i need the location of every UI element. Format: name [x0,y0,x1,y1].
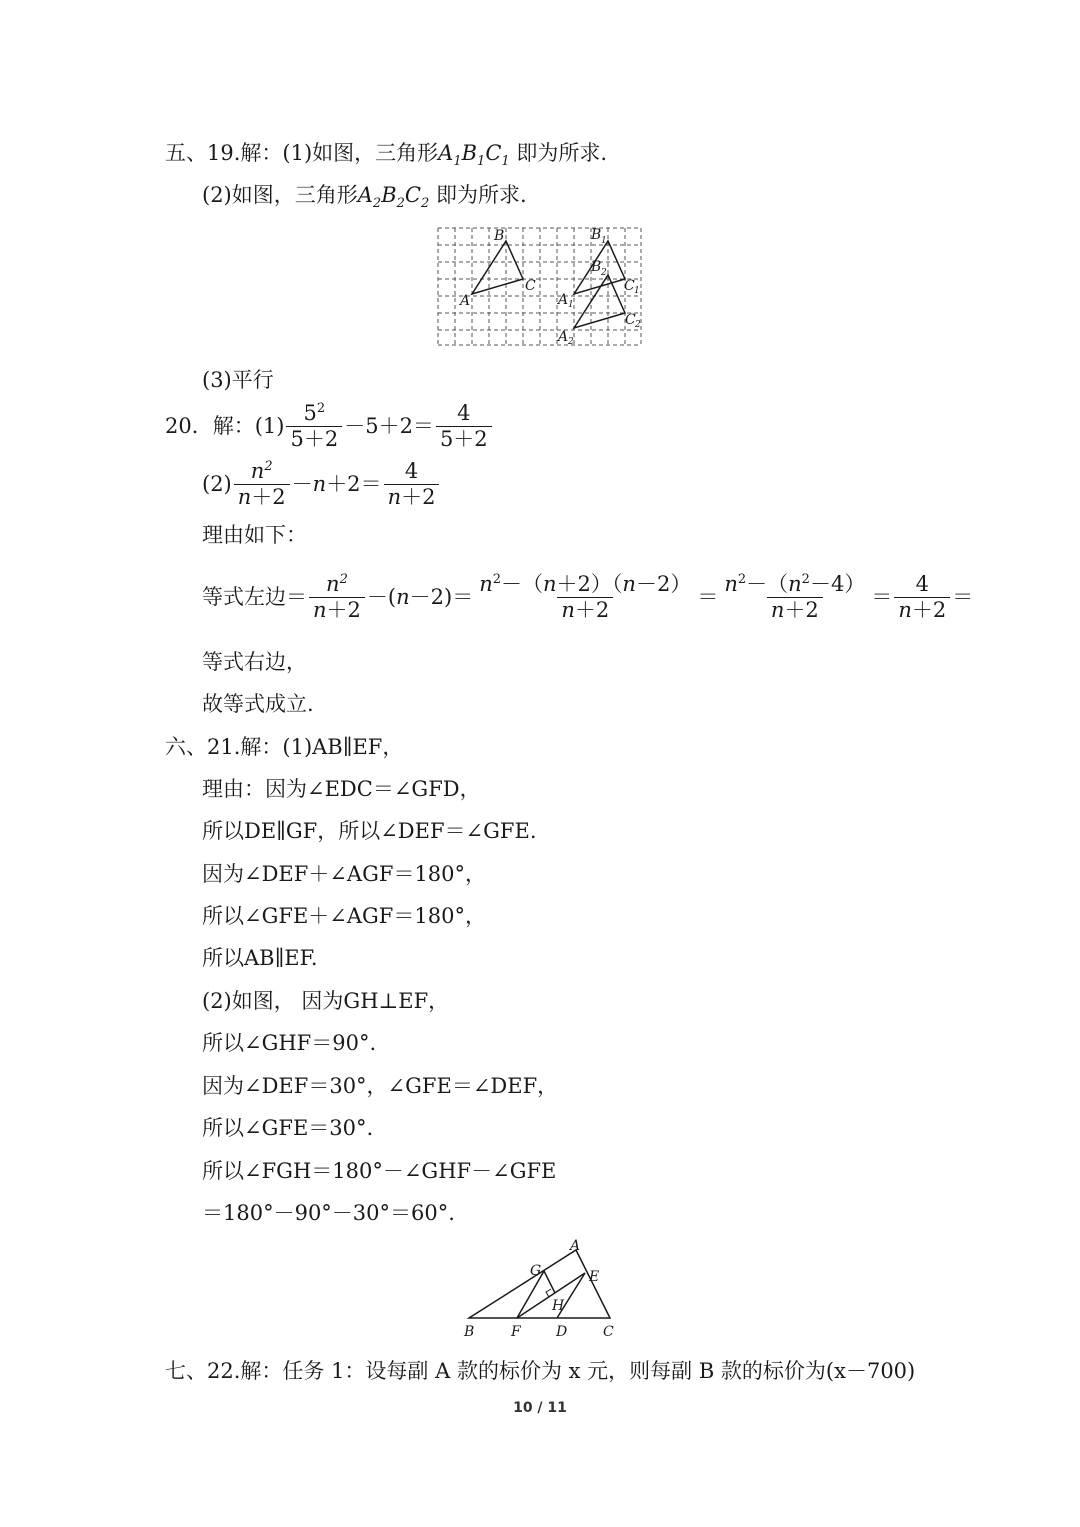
label-a2-sub: 2 [568,337,574,347]
triangle-abc [472,241,523,294]
q21-line: 所以∠FGH＝180°－∠GHF－∠GFE [202,1159,557,1183]
triangle-figure [455,1238,625,1343]
fraction-simplify: $\frac{n^2-(n^2-4)}{n+2}$ [724,572,866,622]
label-e: E [589,1269,600,1285]
q20-part2: (2) [202,471,232,496]
grid-figure [436,226,644,348]
q20-header: 20．解：(1) [165,413,285,438]
label-b1: B [591,227,602,243]
q21-line: 因为∠DEF＝30°，∠GFE＝∠DEF， [202,1074,559,1098]
page-number: 10 / 11 [513,1400,567,1416]
label-b1-sub: 1 [601,236,607,246]
q21-line: 理由：因为∠EDC＝∠GFD， [202,777,481,801]
label-h: H [552,1298,565,1314]
label-c1-sub: 1 [634,286,640,296]
fraction-expand: $\frac{n^2-(n+2)(n-2)}{n+2}$ [479,572,692,622]
q21-line: ＝180°－90°－30°＝60°. [202,1201,455,1225]
q20-reason: 理由如下： [202,523,307,547]
q21-line: 因为∠DEF＋∠AGF＝180°， [202,862,487,886]
expr: －n＋2＝ [291,471,382,496]
segment-fe [517,1273,585,1318]
q20-line-2 [202,460,441,508]
label-b2-sub: 2 [601,268,607,278]
expr: －5＋2＝ [344,413,434,438]
label-a: A [570,1238,581,1254]
q21-line: 所以∠GFE＋∠AGF＝180°， [202,904,486,928]
label-c: C [603,1324,614,1340]
fraction-nsq: $\frac{n^2}{n+2}$ [309,573,365,621]
fraction-4-over-7: $\frac{4}{5+2}$ [436,403,492,450]
label-a1: A [558,292,569,308]
label-g: G [530,1263,542,1279]
q19-line-1 [165,143,607,168]
label-c: C [525,278,536,294]
label-b: B [464,1324,475,1340]
label-a1-sub: 1 [568,300,574,310]
q20-rhs: 等式右边， [202,650,307,674]
q19-part3: (3)平行 [202,368,274,392]
q21-line: 所以∠GHF＝90°. [202,1031,377,1055]
equals: ＝ [871,584,893,609]
equals: ＝ [697,584,719,609]
equals: ＝ [952,584,974,609]
label-b2: B [591,259,602,275]
label-d: D [556,1324,568,1340]
q20-line-1 [165,402,494,450]
label-c2: C [625,312,636,328]
q19-header: 五、19.解：(1)如图，三角形 [165,141,439,165]
label-a: A [460,293,471,309]
q20-derivation [202,573,973,621]
expr: －(n－2)＝ [366,584,474,609]
label-a2: A [558,329,569,345]
triangle-a1b1c1: $A_1B_1C_1$ [438,141,510,170]
label-b: B [494,228,505,244]
q21-line: 所以DE∥GF，所以∠DEF＝∠GFE. [202,819,537,843]
q19-p2-start: (2)如图，三角形 [202,183,358,207]
q21-line: 所以∠GFE＝30°. [202,1116,374,1140]
triangle-a2b2c2: $A_2B_2C_2$ [357,183,430,212]
q21-header: 六、21.解：(1)AB∥EF， [165,735,404,759]
q19-line-2 [202,185,527,210]
q21-line: 所以AB∥EF. [202,946,318,970]
fraction-nsq: $\frac{n^2}{n+2}$ [234,460,290,508]
fraction-4-over-n2: $\frac{4}{n+2}$ [384,461,440,508]
label-c1: C [624,278,635,294]
q20-conclusion: 故等式成立. [202,692,314,716]
fraction-5sq: $\frac{5^2}{5+2}$ [286,402,342,450]
fraction-result: $\frac{4}{n+2}$ [894,574,950,621]
q19-p2-end: 即为所求. [435,183,527,207]
q21-line: (2)如图， 因为GH⊥EF， [202,989,450,1013]
q22-header: 七、22.解：任务 1：设每副 A 款的标价为 x 元，则每副 B 款的标价为(x－700) [165,1359,916,1383]
q19-p1-end: 即为所求. [516,141,608,165]
label-f: F [511,1324,521,1340]
lhs-label: 等式左边＝ [202,584,307,609]
label-c2-sub: 2 [635,320,641,330]
